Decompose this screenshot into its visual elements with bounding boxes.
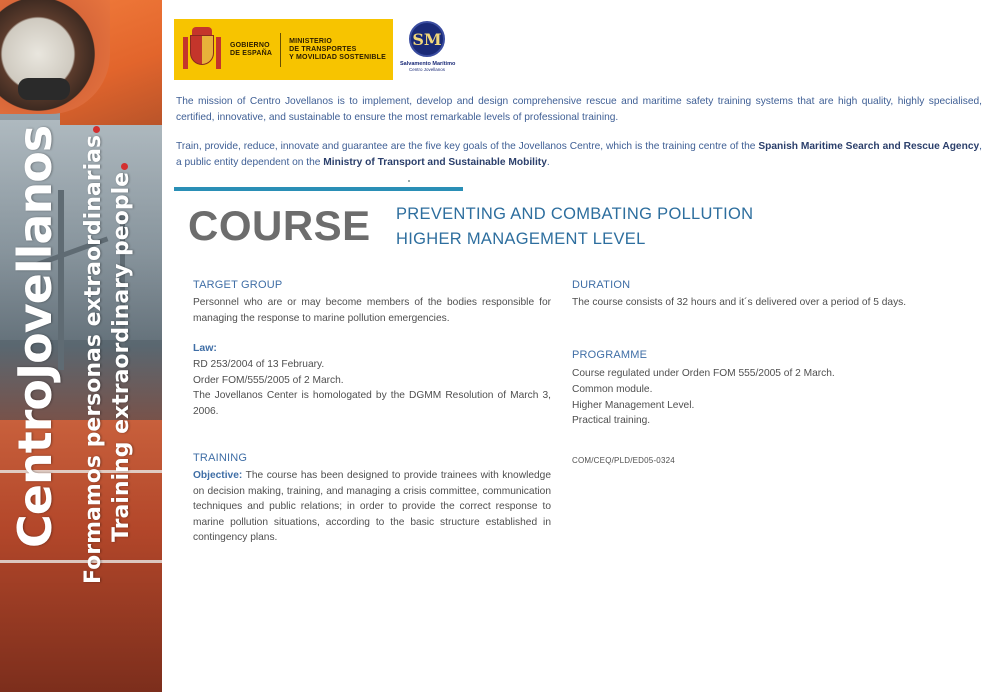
salvamento-maritimo-logo bbox=[400, 21, 454, 81]
agency-name: Spanish Maritime Search and Rescue Agency bbox=[758, 141, 980, 152]
ministry-link-text: Ministry of Transport and Sustainable Mobility bbox=[323, 156, 547, 168]
law-item: RD 253/2004 of 13 February. bbox=[193, 359, 325, 370]
law-list bbox=[193, 357, 551, 419]
ministry-name: MINISTERIO DE TRANSPORTES Y MOVILIDAD SOSTENIBLE bbox=[289, 37, 386, 61]
gov-name: GOBIERNO DE ESPAÑA bbox=[230, 41, 273, 57]
programme-item: Higher Management Level. bbox=[572, 399, 695, 411]
programme-item: Course regulated under Orden FOM 555/2005 of 2 March. bbox=[572, 368, 835, 379]
target-group-text: Personnel who are or may become members of the bodies responsible for managing the response to marine pollution emergencies. bbox=[193, 297, 551, 324]
course-title-line2: HIGHER MANAGEMENT LEVEL bbox=[396, 230, 646, 248]
duration-heading: DURATION bbox=[572, 279, 631, 291]
coat-of-arms-icon bbox=[182, 27, 222, 73]
programme-item: Common module. bbox=[572, 383, 653, 395]
mission-paragraph: The mission of Centro Jovellanos is to implement, develop and design comprehensive rescue and maritime safety training systems that are high quality, highly specialised, certified, innovative, and sustainable to ensure the most remarkable levels of professional training. bbox=[176, 96, 982, 123]
training-text bbox=[193, 468, 551, 546]
section-divider bbox=[174, 187, 463, 191]
goals-paragraph: Train, provide, reduce, innovate and guarantee are the five key goals of the Jovellanos Centre, which is the training centre of the Spanish Maritime Search and Rescue Agency, a public entity dependent on the Ministry of Transport and Sustainable Mobility. bbox=[176, 141, 982, 168]
programme-list bbox=[572, 366, 932, 429]
programme-item: Practical training. bbox=[572, 415, 651, 427]
document-code: COM/CEQ/PLD/ED05-0324 bbox=[572, 456, 675, 465]
brand-vertical bbox=[8, 126, 62, 548]
objective-label: Objective: bbox=[193, 470, 243, 481]
target-group-heading: TARGET GROUP bbox=[193, 279, 283, 291]
course-title-line1: PREVENTING AND COMBATING POLLUTION bbox=[396, 205, 754, 223]
slogan-es-text: Formamos personas extraordinarias bbox=[81, 134, 106, 584]
law-item: Order FOM/555/2005 of 2 March. bbox=[193, 374, 344, 386]
helmet-visor bbox=[18, 78, 70, 100]
law-heading: Law: bbox=[193, 342, 217, 354]
sidebar-photo bbox=[0, 0, 162, 692]
objective-text: The course has been designed to provide trainees with knowledge on decision making, training, and managing a crisis committee, communication techniques and public relations; in order to provide the correct response to marine pollution situations, according to the basic structure established in contingency plans. bbox=[193, 470, 551, 543]
slogan-english bbox=[109, 163, 134, 542]
training-heading: TRAINING bbox=[193, 452, 248, 464]
slogan-en-text: Training extraordinary people bbox=[109, 171, 134, 542]
law-item: The Jovellanos Center is homologated by the DGMM Resolution of March 3, 2006. bbox=[193, 390, 551, 417]
red-dot-icon bbox=[93, 126, 100, 133]
anchor-emblem-icon: SM bbox=[409, 21, 445, 57]
sm-subname: Centro Jovellanos bbox=[408, 67, 446, 72]
course-label: COURSE bbox=[188, 202, 371, 249]
logo-divider bbox=[280, 33, 281, 67]
brand-text: CentroJovellanos bbox=[8, 125, 62, 548]
programme-heading: PROGRAMME bbox=[572, 349, 648, 361]
government-logo bbox=[174, 19, 393, 80]
decorative-dot bbox=[408, 180, 410, 182]
red-dot-icon bbox=[121, 163, 128, 170]
sm-name: Salvamento Marítimo bbox=[400, 61, 456, 67]
duration-text: The course consists of 32 hours and it´s delivered over a period of 5 days. bbox=[572, 297, 907, 308]
slogan-spanish bbox=[81, 126, 106, 584]
